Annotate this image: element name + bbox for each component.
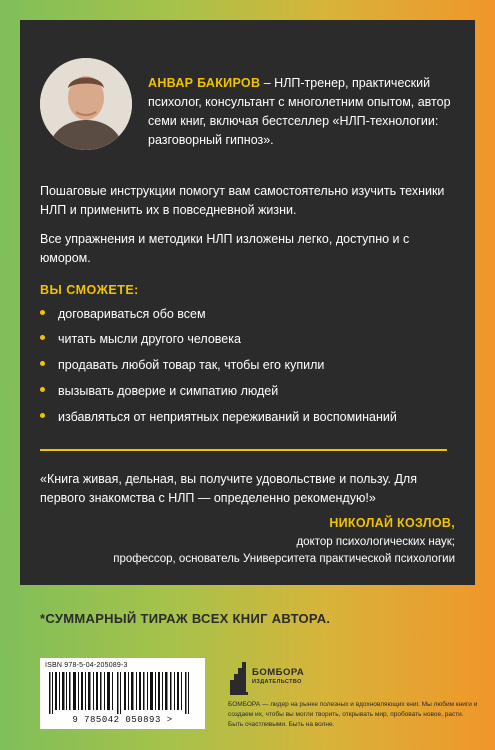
bullet-icon bbox=[40, 310, 45, 315]
author-bio bbox=[148, 74, 460, 150]
publisher-description: БОМБОРА — лидер на рынке полезных и вдохновляющих книг. Мы любим книги и создаем их, чтобы вы могли творить, открывать мир, пробовать новое, расти. Быть счастливыми. Быть на волне. bbox=[228, 701, 478, 728]
publisher-name: БОМБОРА bbox=[252, 667, 305, 678]
barcode-icon bbox=[45, 672, 200, 714]
benefit-item: вызывать доверие и симпатию людей bbox=[40, 383, 278, 399]
benefit-item: читать мысли другого человека bbox=[40, 331, 241, 347]
print-run-footnote: *СУММАРНЫЙ ТИРАЖ ВСЕХ КНИГ АВТОРА. bbox=[40, 611, 331, 626]
testimonial-credentials: доктор психологических наук; профессор, основатель Университета практической психологии bbox=[113, 536, 455, 565]
benefit-item: договариваться обо всем bbox=[40, 306, 206, 322]
benefit-item: продавать любой товар так, чтобы его купили bbox=[40, 357, 324, 373]
author-name: АНВАР БАКИРОВ bbox=[148, 76, 261, 90]
bullet-icon bbox=[40, 387, 45, 392]
testimonial-author: НИКОЛАЙ КОЗЛОВ, bbox=[329, 516, 455, 530]
bullet-icon bbox=[40, 335, 45, 340]
publisher-subtitle: ИЗДАТЕЛЬСТВО bbox=[252, 679, 302, 685]
author-description: – НЛП-тренер, практический психолог, консультант с многолетним опытом, автор семи книг, включая бестселлер «НЛП-технологии: разговорный гипноз». bbox=[148, 76, 451, 147]
divider bbox=[40, 449, 447, 451]
benefits-title: ВЫ СМОЖЕТЕ: bbox=[40, 283, 139, 297]
testimonial-quote: «Книга живая, дельная, вы получите удовольствие и пользу. Для первого знакомства с НЛП — определенно рекомендую!» bbox=[40, 472, 417, 505]
bullet-icon bbox=[40, 413, 45, 418]
method-paragraph: Все упражнения и методики НЛП изложены легко, доступно и с юмором. bbox=[40, 232, 410, 265]
isbn-label: ISBN 978-5-04-205089-3 bbox=[45, 662, 128, 669]
benefit-item: избавляться от неприятных переживаний и воспоминаний bbox=[40, 409, 397, 425]
bullet-icon bbox=[40, 361, 45, 366]
intro-paragraph: Пошаговые инструкции помогут вам самостоятельно изучить техники НЛП и применить их в повседневной жизни. bbox=[40, 184, 445, 217]
isbn-barcode bbox=[40, 658, 205, 729]
author-photo bbox=[40, 58, 132, 150]
barcode-digits: 9 785042 050893 > bbox=[72, 715, 173, 725]
